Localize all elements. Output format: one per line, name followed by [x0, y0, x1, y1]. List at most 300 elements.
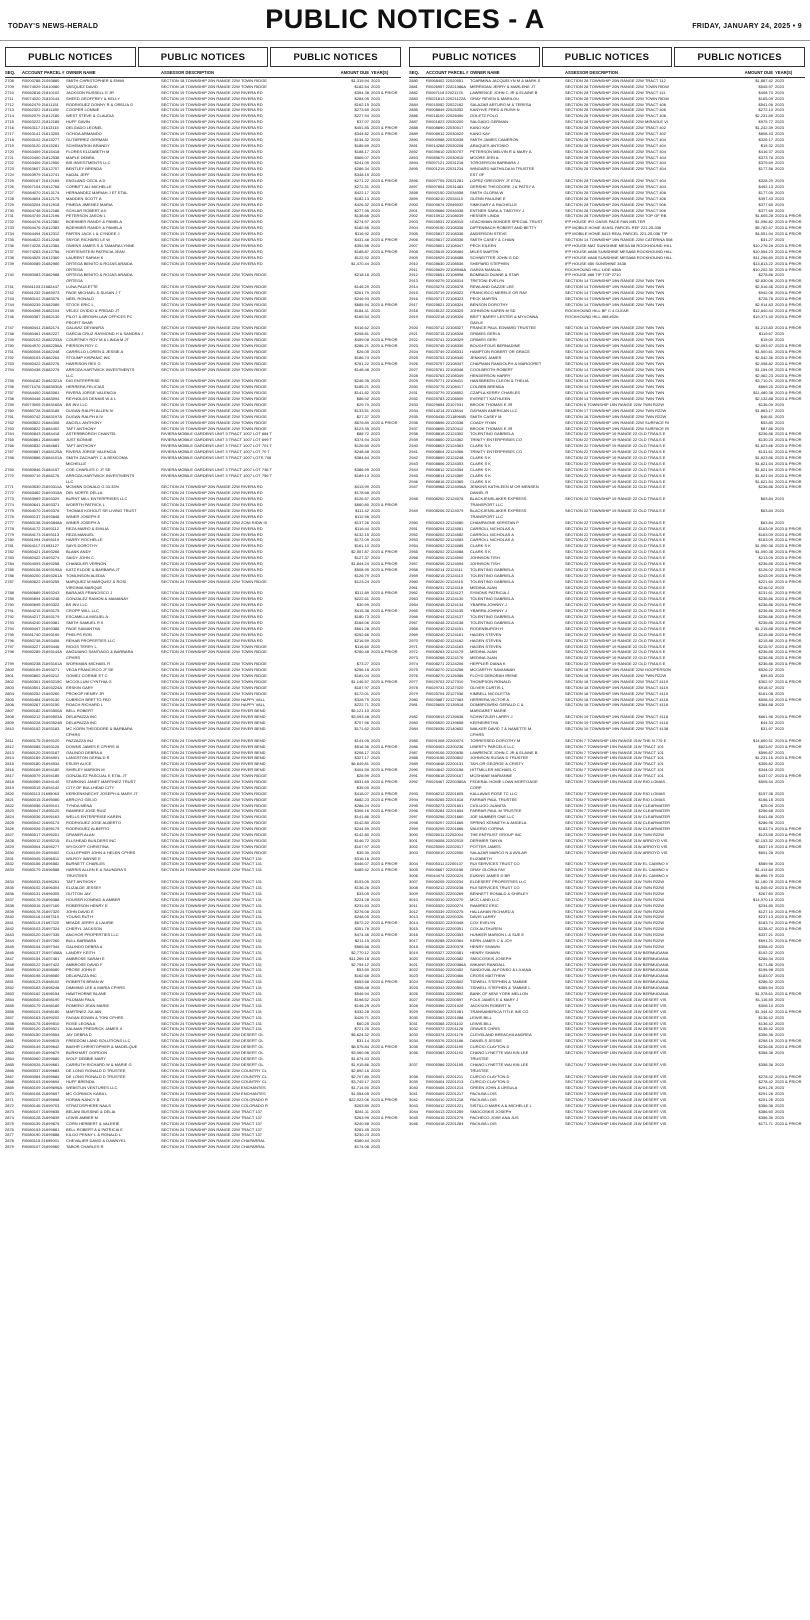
cell-seq: 2903: [409, 219, 418, 225]
cell-account: R0005667 22200156: [426, 867, 464, 873]
cell-owner: PILDMAN PAUL: [66, 996, 96, 1002]
cell-seq: 2717: [5, 131, 14, 137]
cell-account: R0081094 21693119: [22, 537, 60, 543]
cell-account: R0025715 22108328: [426, 331, 464, 337]
cell-description: SECTION 28 TOWNSHIP 20N RANGE 22W TRACT 111: [565, 89, 666, 95]
cell-seq: 2898: [409, 189, 418, 195]
cell-description: SECTION 7 TOWNSHIP 19N RANGE 21W TWN R22W: [565, 943, 665, 949]
cell-seq: 2724: [5, 172, 14, 178]
cell-seq: 2777: [5, 519, 14, 525]
cell-description: SECTION 18 TOWNSHIP 20N RANGE 22W TOWN RIDGE: [161, 83, 267, 89]
cell-seq: 3044: [409, 1108, 418, 1114]
cell-seq: 2817: [5, 773, 14, 779]
cell-description: SECTION 7 TOWNSHIP 19N RANGE 21W TWN R22W: [565, 914, 665, 920]
cell-description: SECTION 22 TOWNSHIP 19 RANGE 22 OLD TRAILS E: [565, 549, 666, 555]
cell-years: 2023 & PRIOR: [371, 502, 398, 508]
cell-owner: REZA MANUEL: [66, 531, 95, 537]
cell-seq: 2887: [409, 119, 418, 125]
cell-amount: $2,542.36: [755, 354, 773, 360]
cell-account: R0080154 21697461: [22, 955, 60, 961]
cell-owner: COLBEB BRENDA: [470, 384, 505, 390]
cell-amount: $5,782.47: [755, 225, 773, 231]
cell-description: SECTION 19 TOWNSHIP 20N RANGE 22W RIVERA RD: [161, 113, 263, 119]
cell-years: 2023: [371, 1126, 380, 1132]
cell-years: 2023 & PRIOR: [775, 678, 802, 684]
cell-description: SECTION 24 TOWNSHIP 20N RANGE 22W TRACT 131: [161, 896, 262, 902]
cell-description: SECTION 14 TOWNSHIP 19N RANGE 22W TWN TWN: [565, 325, 665, 331]
cell-seq: 2759: [5, 401, 14, 407]
cell-description: SECTION 18 TOWNSHIP 19N RANGE 22W TRACT 4119: [565, 690, 668, 696]
cell-years: 2023 & PRIOR: [775, 343, 802, 349]
cell-owner: MARQUEZ M MARQUEZ & ROSI: [66, 578, 127, 584]
cell-account: R0025274 22108378: [426, 284, 464, 290]
cell-owner: ROACH RICHARD L: [66, 702, 104, 708]
cell-owner: YBARRA JOHNNY J: [470, 608, 507, 614]
cell-seq: 2779: [5, 531, 14, 537]
cell-description: SECTION 24 TOWNSHIP 20N RANGE 22W TRACT 131: [161, 1020, 262, 1026]
cell-account: R0008806 22124353: [426, 460, 464, 466]
cell-amount: $162.15: [354, 101, 369, 107]
cell-amount: $685.94: [354, 301, 369, 307]
cell-account: R0009666 22046038: [426, 207, 464, 213]
cell-owner: NEEL RONALD: [66, 295, 95, 301]
cell-account: R0063117 21613115: [22, 125, 59, 131]
cell-description: SECTION 28 TOWNSHIP 20N RANGE 22W TRACT 404: [565, 184, 666, 190]
cell-account: R0005268 22200364: [426, 938, 464, 944]
cell-owner: CULLEPHER JOHN & HELEN CPHRS: [66, 849, 136, 855]
cell-owner: ARROYO GELIO: [66, 796, 97, 802]
cell-years: 2023: [371, 260, 380, 266]
cell-seq: 2800: [5, 667, 14, 673]
cell-account: R0080189 21694901: [22, 755, 60, 761]
cell-description: SECTION 28 TOWNSHIP 20N RANGE 22W TRACT 404: [565, 154, 666, 160]
cell-description: SECTION 18 TOWNSHIP 19N RANGE 22W TRACT 4119: [565, 678, 668, 684]
cell-owner: BOMBAGI DUANE & STAR: [470, 272, 520, 278]
cell-years: 2023 & PRIOR: [775, 578, 802, 584]
cell-owner: DE LONG RONALD D TRUSTEE: [66, 1067, 126, 1073]
col-owner: OWNER NAME: [470, 70, 500, 75]
cell-description: SECTION 24 TOWNSHIP 20N RANGE 22W TRACT 131: [161, 991, 262, 997]
cell-description: SECTION 24 TOWNSHIP 20N RANGE 22W DESERT GL: [161, 1055, 264, 1061]
cell-owner: RUI SERVICES TRUST CO: [470, 861, 520, 867]
cell-description: SECTION 7 TOWNSHIP 19N RANGE 21W EL CAMINO V: [565, 867, 669, 873]
cell-owner: KALLAVAS ROSE TC LLC: [470, 790, 518, 796]
cell-seq: 2726: [5, 184, 14, 190]
cell-owner: LANGSTON GERALD R: [66, 755, 110, 761]
cell-seq: 2820: [5, 790, 14, 796]
cell-amount: $165.09: [758, 95, 773, 101]
cell-years: 2023: [775, 95, 784, 101]
cell-seq: 2810: [5, 725, 14, 731]
cell-seq: 3031: [409, 1020, 418, 1026]
cell-seq: 2935: [409, 413, 418, 419]
cell-owner: HERNANDEZ MARIAH J ET ETAL: [66, 189, 128, 195]
cell-account: R0005320 22200274: [426, 902, 464, 908]
cell-account: R0080036 21695163: [22, 814, 60, 820]
cell-years: 2023 & PRIOR: [371, 178, 398, 184]
cell-seq: 2868: [5, 1079, 14, 1085]
cell-amount: $281.11: [354, 1108, 369, 1114]
cell-description: SECTION 7 TOWNSHIP 19N RANGE 21W DESERT VIS: [565, 1073, 667, 1079]
cell-owner: CLARK S K: [470, 443, 491, 449]
cell-amount: $277.95: [354, 207, 369, 213]
cell-description: SECTION 24 TOWNSHIP 20N RANGE 22W TOWN RIDGE: [161, 784, 267, 790]
cell-owner: TOARMINA JACQUELYN M & MARK S: [470, 78, 541, 83]
cell-seq: 2840: [5, 914, 14, 920]
cell-amount: $244.59: [354, 826, 369, 832]
cell-description: RIVIERA MOBILE GARDENS UNIT 3 TRACT 1007 LOT 701 T: [161, 443, 273, 449]
cell-seq: 3004: [409, 861, 418, 867]
notice-list-left: [5, 78, 401, 1596]
cell-description: SECTION 24 TOWNSHIP 20N RANGE 22W TOWN RIDGE: [161, 843, 267, 849]
cell-account: R0005413 22201259: [426, 1108, 464, 1114]
cell-years: 2023 & PRIOR: [775, 991, 802, 997]
cell-description: SECTION 24 TOWNSHIP 20N RANGE 22W RIVERA RD: [161, 525, 263, 531]
cell-seq: 2822: [5, 802, 14, 808]
cell-amount: $215.97: [758, 643, 773, 649]
cell-account: R0005326 22200378: [426, 943, 464, 949]
cell-account: R0080103 21697324: [22, 926, 60, 932]
cell-years: 2023 & PRIOR: [371, 767, 398, 773]
cell-amount: $236.86: [758, 608, 773, 614]
cell-years: 2023: [371, 1102, 380, 1108]
cell-amount: $188.87: [354, 248, 369, 254]
cell-owner: JENKINS JAMES: [470, 354, 502, 360]
cell-owner: ORTEGA BENITO & ROJAS ARAIDA: [66, 272, 133, 278]
cell-years: 2023: [371, 484, 380, 490]
cell-years: 2023: [371, 1138, 380, 1144]
cell-account: R0005340 22200452: [426, 967, 464, 973]
cell-description: SECTION 7 TOWNSHIP 19N RANGE 21W BERMUDANA: [565, 985, 669, 991]
cell-owner: CPHRS: [66, 731, 81, 737]
cell-seq: 2710: [5, 89, 14, 95]
cell-seq: 2850: [5, 973, 14, 979]
cell-owner: LAURENT SARAH K: [66, 254, 104, 260]
cell-years: 2023: [371, 1132, 380, 1138]
cell-amount: $123.58: [758, 832, 773, 837]
cell-description: SECTION 24 TOWNSHIP 20N RANGE 22W TOWN RIDGE: [161, 578, 267, 584]
cell-years: 2023: [371, 955, 380, 961]
cell-years: 2023: [775, 1097, 784, 1103]
cell-account: R0080120 21697335: [22, 932, 60, 938]
cell-years: 2023 & PRIOR: [775, 926, 802, 932]
cell-years: 2023: [775, 78, 784, 83]
cell-amount: $236.66: [758, 1044, 773, 1050]
cell-description: SECTION 22 TOWNSHIP 19 RANGE 22 OLD TRAILS E: [565, 590, 666, 596]
cell-owner: KATZ ELDOE & BARBARA JT: [66, 566, 120, 572]
cell-seq: 2893: [409, 154, 418, 160]
cell-description: SECTION 28 TOWNSHIP 20N RANGE 22W TRACT 404: [565, 160, 666, 166]
cell-owner: GARZA MANUAL: [470, 266, 502, 272]
cell-description: SECTION 24 TOWNSHIP 20N RANGE 22W TOWN RIDGE: [161, 667, 267, 673]
cell-owner: ROSE LEONA A: [66, 1020, 96, 1026]
cell-seq: 2976: [409, 672, 418, 678]
cell-seq: 2846: [5, 949, 14, 955]
cell-description: SECTION 19 TOWNSHIP 20N RANGE 22W RIVERA RD: [161, 89, 263, 95]
cell-description: SECTION 22 TOWNSHIP 19 RANGE 22 OLD TRAILS E: [565, 602, 666, 608]
cell-owner: MC CORMICK KARA L: [66, 1091, 108, 1097]
cell-years: 2023 & PRIOR: [775, 661, 802, 667]
cell-account: R0063222 21812189: [22, 119, 60, 125]
cell-owner: ERSKIN GARY: [66, 684, 94, 690]
cell-account: R0080694 21693248: [22, 596, 60, 602]
cell-account: R0008220 22124115: [426, 578, 464, 584]
cell-owner: FLORES ELIZABETH M: [66, 148, 110, 154]
cell-owner: DUGAN RALPH A IV: [66, 413, 104, 419]
cell-amount: $286.21: [354, 343, 369, 349]
cell-years: 2023: [371, 1120, 380, 1126]
cell-account: R0026629 22108548A: [426, 266, 467, 272]
cell-description: SECTION 28 TOWNSHIP 20N RANGE 22W TRACT 406: [565, 189, 666, 195]
cell-description: SECTION 24 TOWNSHIP 20N RANGE 22W RIVERA RD: [161, 543, 263, 549]
cell-amount: $781.22: [354, 360, 369, 366]
cell-seq: 2847: [5, 955, 14, 961]
cell-account: R0080147 21697260: [22, 938, 60, 944]
cell-owner: GUTTON JAY: [66, 890, 91, 896]
cell-years: 2023 & PRIOR: [775, 449, 802, 455]
cell-owner: BOEHMER RANDY & PAMELA: [66, 219, 123, 225]
cell-account: R0063409 21615418: [22, 148, 60, 154]
cell-description: SECTION 24 TOWNSHIP 20N RANGE 22W TRACT 131: [161, 867, 262, 873]
cell-description: SECTION 22 TOWNSHIP 19 RANGE 22 OLD TRAILS E: [565, 543, 666, 549]
cell-description: SECTION 24 TOWNSHIP 20N RANGE 22W RIVER BEND: [161, 749, 266, 755]
cell-amount: $2,914.83: [755, 301, 773, 307]
cell-amount: $53.50: [356, 967, 369, 973]
cell-owner: TRINITY ENTERPRISES CO: [470, 437, 522, 443]
cell-years: 2023: [775, 125, 784, 131]
cell-owner: POTTER JAMES: [470, 843, 501, 849]
cell-description: SECTION 22 TOWNSHIP 19 RANGE 22 OLD TRAILS E: [565, 460, 666, 466]
cell-years: 2023: [775, 331, 784, 337]
cell-account: R0028122 22108325: [426, 307, 464, 313]
cell-years: 2023: [775, 778, 784, 784]
cell-years: 2023: [371, 849, 380, 855]
cell-account: R0071076 21683030A: [22, 384, 63, 390]
cell-amount: $146.72: [354, 837, 369, 843]
cell-description: SECTION 28 TOWNSHIP 20N RANGE 22W TOWN RIDW: [565, 83, 669, 89]
cell-years: 2023 & PRIOR: [775, 631, 802, 637]
cell-owner: BULL BARBARA: [66, 938, 97, 944]
cell-seq: 2886: [409, 113, 418, 119]
cell-seq: 2900: [409, 201, 418, 207]
cell-description: RIVIERA MOBILE GARDENS UNIT 3 TRACT 1007 LOT 756 T: [161, 472, 273, 478]
cell-description: SECTION 18 TOWNSHIP 19N RANGE 22W TWN R22W: [565, 413, 667, 419]
cell-owner: SYMONS PATRICIA J: [470, 590, 510, 596]
col-seq: SEQ.: [5, 70, 16, 75]
cell-account: R0005363 22201088: [426, 1014, 464, 1020]
cell-years: 2023: [371, 1026, 380, 1032]
cell-seq: 3032: [409, 1026, 418, 1032]
cell-owner: HUFF BRENDA: [66, 1079, 95, 1085]
cell-account: R0039610 22030707: [426, 148, 464, 154]
cell-seq: 2730: [5, 207, 14, 213]
cell-years: 2023: [371, 661, 380, 667]
cell-owner: REYNOLDS DENNIS W & L: [66, 396, 117, 402]
cell-years: 2023 & PRIOR: [775, 360, 802, 366]
cell-description: SECTION 7 TOWNSHIP 19N RANGE 21W BERMUDANA: [565, 961, 669, 967]
cell-description: SECTION 22 TOWNSHIP 19 RANGE 22 OLD TRAILS E: [565, 437, 666, 443]
cell-account: R0008268 22124176: [426, 655, 464, 661]
cell-description: SECTION 19 TOWNSHIP 20N RANGE 22W TOWN RIDGE: [161, 419, 267, 425]
cell-description: SECTION 7 TOWNSHIP 19N RANGE 21W DESERT VIS: [565, 1014, 667, 1020]
cell-account: R0008202 22124083: [426, 537, 464, 543]
cell-owner: GUTIERREZ GERMAN: [66, 136, 108, 142]
cell-description: SECTION 7 TOWNSHIP 19N RANGE 21W DESERT VIS: [565, 1061, 667, 1067]
cell-account: R0025621 22108324: [426, 301, 464, 307]
cell-owner: BS INV LLC: [66, 602, 88, 608]
cell-amount: $1,621.54: [755, 460, 773, 466]
cell-years: 2023: [371, 101, 380, 107]
cell-amount: $19,371.40: [752, 313, 773, 319]
cell-seq: 2930: [409, 384, 418, 390]
cell-account: R0080200 21693261A: [22, 572, 63, 578]
cell-years: 2023 & PRIOR: [775, 248, 802, 254]
cell-amount: $291.26: [758, 1097, 773, 1103]
cell-years: 2023: [775, 684, 784, 690]
cell-amount: $1,621.54: [755, 478, 773, 484]
cell-description: SECTION 22 TOWNSHIP 19 RANGE 22 OLD TRAILS E: [565, 478, 666, 484]
cell-amount: $1,554.05: [351, 1091, 369, 1097]
cell-seq: 2969: [409, 631, 418, 637]
cell-seq: 2737: [5, 248, 14, 254]
cell-account: R0080846 21684157: [22, 466, 60, 472]
section-headers: [409, 47, 805, 67]
cell-years: 2023 & PRIOR: [775, 643, 802, 649]
cell-owner: STRATOSPHERE NAILS: [66, 1102, 111, 1108]
cell-years: 2023 & PRIOR: [775, 843, 802, 849]
cell-seq: 2955: [409, 549, 418, 555]
cell-owner: HERRERA FELICIAS: [66, 384, 105, 390]
cell-years: 2023 & PRIOR: [775, 549, 802, 555]
cell-years: 2023 & PRIOR: [775, 307, 802, 313]
cell-amount: $344.82: [354, 131, 369, 137]
cell-seq: 2739: [5, 260, 14, 266]
notice-list-right: [409, 78, 805, 1596]
cell-owner: STOUMP KISPANIC INC: [66, 354, 111, 360]
cell-amount: $2,132.88: [755, 396, 773, 402]
cell-amount: $272.31: [354, 184, 369, 190]
cell-account: R0029854 22107031: [426, 401, 464, 407]
cell-years: 2023: [371, 708, 380, 714]
cell-years: 2023 & PRIOR: [371, 778, 398, 784]
cell-account: R0084173 21693113: [22, 531, 60, 537]
cell-account: R0025741 22108329: [426, 337, 464, 343]
notice-row: [5, 1144, 401, 1150]
cell-seq: 2942: [409, 455, 418, 460]
cell-owner: HUFF GAVIN: [66, 119, 90, 125]
cell-account: R0084182 21682321A: [22, 378, 63, 384]
cell-seq: 2738: [5, 254, 14, 260]
cell-years: 2023: [775, 720, 784, 726]
cell-seq: 2845: [5, 943, 14, 949]
cell-description: SECTION 24 TOWNSHIP 20N RANGE 22W DESERT GL: [161, 1061, 264, 1067]
cell-years: 2023: [371, 643, 380, 649]
col-years: YEAR(S): [775, 70, 793, 75]
cell-owner: DIFFENBACH ROBERT AND BETTY: [470, 225, 537, 231]
cell-account: R0008202 22124085: [426, 543, 464, 549]
cell-account: R0064970 21682256A: [22, 343, 63, 349]
cell-amount: $126.60: [354, 443, 369, 449]
cell-account: R0008240 22124151: [426, 625, 464, 631]
cell-amount: $231.63: [354, 902, 369, 908]
cell-description: SECTION 7 TOWNSHIP 19N RANGE 21W BERMUDANA: [565, 991, 669, 997]
cell-account: R0005284 22201654: [426, 808, 464, 814]
cell-amount: $136.26: [354, 885, 369, 891]
cell-description: SECTION 22 TOWNSHIP 19 RANGE 22 OLD TRAILS E: [565, 578, 666, 584]
cell-account: R0092150 22034058: [426, 189, 464, 195]
cell-years: 2023 & PRIOR: [775, 1073, 802, 1079]
cell-description: SECTION 19 TOWNSHIP 20N RANGE 22W RIVERA RD: [161, 160, 263, 166]
cell-owner: KALMAN FREDRICK JAMES II: [66, 1026, 122, 1032]
cell-seq: 2712: [5, 101, 14, 107]
cell-account: R0083204 21612918: [22, 201, 60, 207]
cell-owner: BENNETT RONALD & SHIRLEY: [470, 890, 529, 896]
cell-amount: $12,840.44: [752, 307, 773, 313]
cell-amount: $188.17: [354, 148, 369, 154]
cell-amount: $726.78: [758, 295, 773, 301]
cell-description: SECTION 14 TOWNSHIP 19N RANGE 22W TWN TWN: [565, 348, 665, 354]
cell-description: SECTION 24 TOWNSHIP 20N RANGE 22W TRACT 131: [161, 985, 262, 991]
cell-description: SECTION 14 TOWNSHIP 19N RANGE 22W TWN TWN: [565, 343, 665, 349]
cell-owner: SAIDY JOHN C: [66, 555, 94, 561]
cell-owner: FARRAR PAUL TRUSTEE: [470, 796, 518, 802]
cell-account: R0005415 22201275: [426, 1114, 464, 1120]
cell-years: 2023 & PRIOR: [775, 826, 802, 832]
cell-account: R0005409 22201217: [426, 1091, 464, 1097]
cell-years: 2023: [371, 113, 380, 119]
cell-owner: BURNT MILL ENTERPRISES LLC: [66, 496, 128, 502]
cell-years: 2023 & PRIOR: [775, 390, 802, 396]
cell-years: 2023 & PRIOR: [775, 231, 802, 237]
cell-years: 2023 & PRIOR: [775, 649, 802, 655]
cell-years: 2023 & PRIOR: [775, 525, 802, 531]
cell-amount: $218.18: [354, 272, 369, 278]
cell-years: 2023: [775, 189, 784, 195]
cell-account: R0080441 21682174: [22, 325, 60, 331]
cell-account: R0080033 21696261: [22, 879, 60, 885]
cell-seq: 2995: [409, 802, 418, 808]
cell-seq: 3041: [409, 1091, 418, 1097]
cell-owner: BROOK THOMAS E JR: [470, 401, 513, 407]
cell-owner: JOE NUMBER ONE LLC: [470, 814, 515, 820]
cell-years: 2023: [371, 826, 380, 832]
cell-owner: JENKINS KATHLEEN M OR MENSEN: [470, 484, 539, 490]
cell-account: R0064070 21693376: [22, 508, 60, 514]
cell-owner: FEDERAL HOME LOAN MORTGAGE: [470, 778, 538, 784]
cell-description: SECTION 22 TOWNSHIP 19N RANGE 22W SURFACE RI: [565, 425, 670, 431]
cell-owner: LOPEZ GREGORY JT ETAL: [470, 178, 521, 184]
cell-account: R0080169 21699679: [22, 1049, 60, 1055]
cell-years: 2023: [775, 101, 784, 107]
cell-account: R0064117 21693127: [22, 543, 60, 549]
cell-description: SECTION 19 TOWNSHIP 20N RANGE 22W TOWN RIDGE: [161, 354, 267, 360]
cell-description: SECTION 19 TOWNSHIP 20N RANGE 22W TOWN RIDGE: [161, 313, 267, 319]
cell-description: IFP HOUSE IFO OASIS PACE FAN MELTER: [565, 219, 646, 225]
cell-account: R0025617 22108336: [426, 237, 464, 243]
cell-years: 2023: [775, 184, 784, 190]
cell-seq: 3021: [409, 961, 418, 967]
cell-amount: $1,621.54: [755, 466, 773, 472]
cell-seq: 2758: [5, 396, 14, 402]
cell-seq: 3011: [409, 902, 418, 908]
cell-account: R0064494 21612312: [22, 231, 60, 237]
cell-seq: 3019: [409, 949, 418, 955]
cell-years: 2023: [775, 955, 784, 961]
cell-amount: $236.86: [758, 614, 773, 620]
cell-description: SECTION 7 TOWNSHIP 19N RANGE 21W ARROYO VIS: [565, 849, 668, 855]
cell-amount: $474.46: [354, 932, 369, 938]
cell-years: 2023: [371, 885, 380, 891]
